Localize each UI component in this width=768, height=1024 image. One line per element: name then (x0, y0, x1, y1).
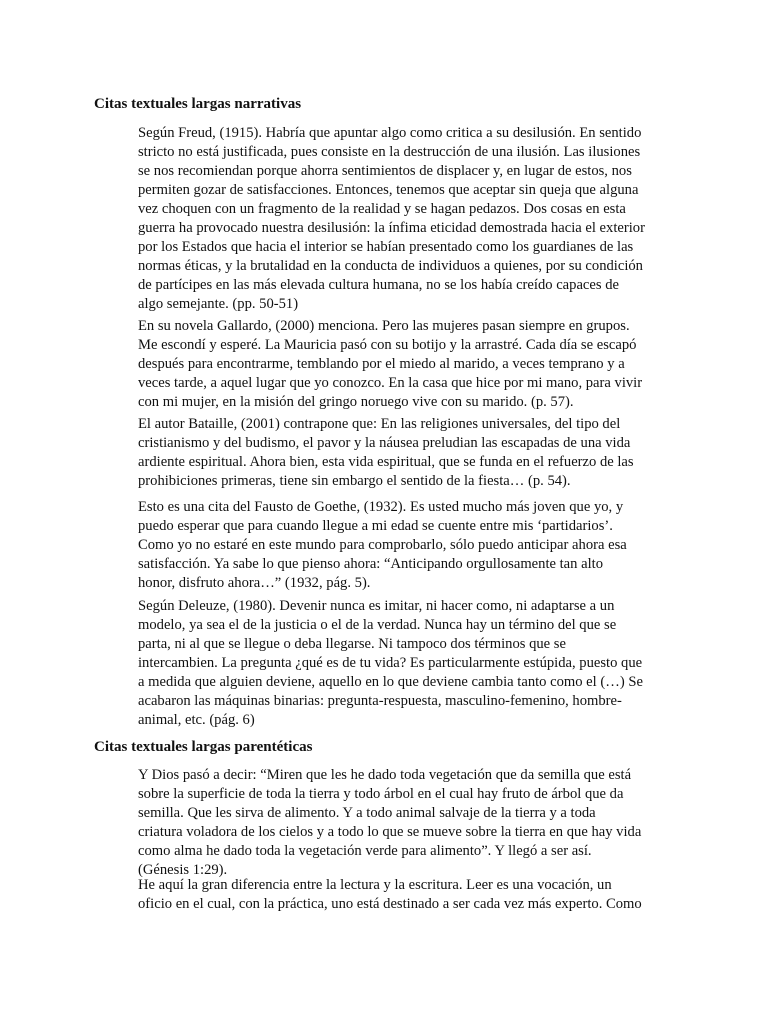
paragraph-line: criatura voladora de los cielos y a todo lo que se mueve sobre la tierra en que hay vida (138, 824, 642, 840)
section-heading-narrativas: Citas textuales largas narrativas (94, 96, 302, 112)
quote-paragraph-deleuze (138, 597, 678, 730)
paragraph-line: a medida que alguien deviene, aquello en lo que deviene cambia tanto como el (…) Se (138, 674, 643, 690)
paragraph-line: vez choquen con un fragmento de la realidad y se hagan pedazos. Dos cosas en esta (138, 201, 626, 217)
paragraph-line: stricto no está justificada, pues consiste en la destrucción de una ilusión. Las ilusiones (138, 144, 641, 160)
paragraph-line: guerra ha provocado nuestra desilusión: la ínfima eticidad demostrada hacia el exterior (138, 220, 645, 236)
paragraph-line: como alma he dado toda la vegetación verde para alimento”. Y llegó a ser así. (138, 843, 592, 859)
paragraph-line: algo semejante. (pp. 50-51) (138, 296, 299, 312)
paragraph-line: honor, disfruto ahora…” (1932, pág. 5). (138, 575, 371, 591)
paragraph-line: normas éticas, y la brutalidad en la conducta de individuos a quienes, por su condición (138, 258, 643, 274)
paragraph-line: oficio en el cual, con la práctica, uno está destinado a ser cada vez más experto. Como (138, 896, 642, 912)
paragraph-line: por los Estados que hacia el interior se habían presentado como los guardianes de las (138, 239, 634, 255)
paragraph-line: de partícipes en las más elevada cultura humana, no se los había creído capaces de (138, 277, 619, 293)
paragraph-line: acabaron las máquinas binarias: pregunta-respuesta, masculino-femenino, hombre- (138, 693, 622, 709)
paragraph-line: cristianismo y del budismo, el pavor y la náusea preludian las escapadas de una vida (138, 435, 631, 451)
quote-paragraph-genesis (138, 766, 678, 880)
paragraph-line: En su novela Gallardo, (2000) menciona. Pero las mujeres pasan siempre en grupos. (138, 318, 630, 334)
paragraph-line: veces tarde, a aquel lugar que yo conozco. En la casa que hice por mi mano, para vivir (138, 375, 643, 391)
paragraph-line: semilla. Que les sirva de alimento. Y a todo animal salvaje de la tierra y a toda (138, 805, 596, 821)
paragraph-line: Esto es una cita del Fausto de Goethe, (1932). Es usted mucho más joven que yo, y (138, 499, 624, 515)
paragraph-line: Como yo no estaré en este mundo para comprobarlo, sólo puedo anticipar ahora esa (138, 537, 627, 553)
paragraph-line: permiten gozar de satisfacciones. Entonces, tenemos que aceptar sin queja que alguna (138, 182, 639, 198)
paragraph-line: Según Deleuze, (1980). Devenir nunca es imitar, ni hacer como, ni adaptarse a un (138, 598, 615, 614)
paragraph-line: puedo esperar que para cuando llegue a mi edad se cuente entre mis ‘partidarios’. (138, 518, 613, 534)
paragraph-line: animal, etc. (pág. 6) (138, 712, 255, 728)
paragraph-line: Me escondí y esperé. La Mauricia pasó con su botijo y la arrastré. Cada día se escapó (138, 337, 637, 353)
paragraph-line: con mi mujer, en la misión del gringo noruego vive con su marido. (p. 57). (138, 394, 574, 410)
paragraph-line: prohibiciones primeras, tiene sin embargo el sentido de la fiesta… (p. 54). (138, 473, 571, 489)
paragraph-line: Según Freud, (1915). Habría que apuntar algo como critica a su desilusión. En sentido (138, 125, 642, 141)
paragraph-line: He aquí la gran diferencia entre la lectura y la escritura. Leer es una vocación, un (138, 877, 612, 893)
paragraph-line: ardiente espiritual. Ahora bien, esta vida espiritual, que se funda en el refuerzo de las (138, 454, 634, 470)
quote-paragraph-freud (138, 124, 678, 314)
quote-paragraph-goethe (138, 498, 678, 593)
paragraph-line: satisfacción. Ya sabe lo que pienso ahora: “Anticipando orgullosamente tan alto (138, 556, 603, 572)
quote-paragraph-gallardo (138, 317, 678, 412)
paragraph-line: parta, ni al que se llegue o deba llegarse. Ni tampoco dos términos que se (138, 636, 566, 652)
paragraph-line: (Génesis 1:29). (138, 862, 228, 878)
paragraph-line: El autor Bataille, (2001) contrapone que: En las religiones universales, del tipo del (138, 416, 621, 432)
paragraph-line: modelo, ya sea el de la justicia o el de la verdad. Nunca hay un término del que se (138, 617, 617, 633)
quote-paragraph-lectura (138, 876, 678, 914)
paragraph-line: se nos recomiendan porque ahorra sentimientos de displacer y, en lugar de estos, nos (138, 163, 632, 179)
quote-paragraph-bataille (138, 415, 678, 491)
paragraph-line: después para encontrarme, temblando por el miedo al marido, a veces temprano y a (138, 356, 625, 372)
section-heading-parenteticas: Citas textuales largas parentéticas (94, 739, 313, 755)
paragraph-line: Y Dios pasó a decir: “Miren que les he dado toda vegetación que da semilla que está (138, 767, 632, 783)
paragraph-line: sobre la superficie de toda la tierra y todo árbol en el cual hay fruto de árbol que da (138, 786, 624, 802)
paragraph-line: intercambien. La pregunta ¿qué es de tu vida? Es particularmente estúpida, puesto que (138, 655, 643, 671)
